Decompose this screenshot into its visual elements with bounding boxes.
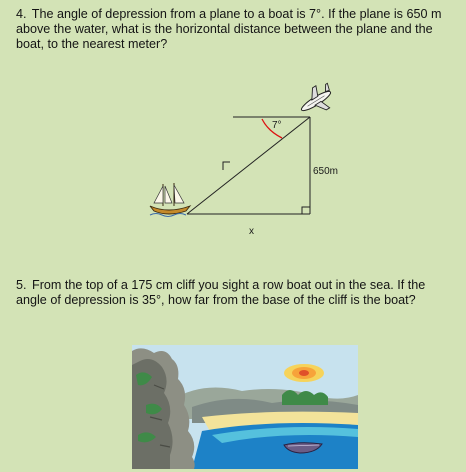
base-label: x — [249, 226, 254, 237]
airplane-icon — [295, 80, 339, 121]
sailboat-icon — [150, 183, 190, 217]
sun-icon — [284, 364, 324, 382]
problem-4-number: 4. — [16, 7, 27, 21]
parallel-angle-mark — [223, 162, 230, 170]
line-of-sight — [187, 117, 310, 214]
cliff-sea-illustration — [132, 345, 358, 469]
height-label: 650m — [313, 166, 339, 177]
problem-4-text: The angle of depression from a plane to a boat is 7°. If the plane is 650 m above the water, what is the horizontal distance between the plane and the boat, to the nearest meter? — [16, 7, 442, 51]
problem-5-number: 5. — [16, 278, 27, 292]
problem-5-text: From the top of a 175 cm cliff you sight a row boat out in the sea. If the angle of depression is 35°, how far from the base of the cliff is the boat? — [16, 278, 426, 307]
right-angle-mark — [302, 207, 310, 214]
angle-label: 7° — [272, 120, 282, 131]
problem-5 — [16, 278, 456, 308]
